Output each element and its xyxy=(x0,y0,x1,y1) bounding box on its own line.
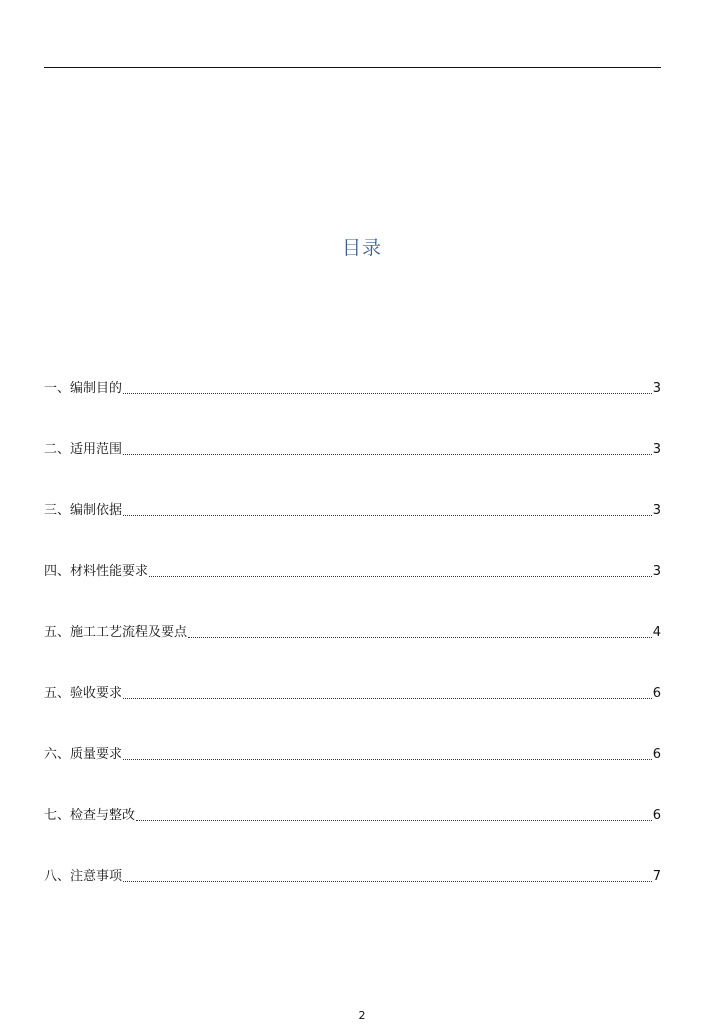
toc-entry-label: 五、验收要求 xyxy=(44,686,123,701)
dot-leader xyxy=(123,454,652,455)
toc-entry-inspection[interactable] xyxy=(44,764,661,825)
toc-entry-page: 3 xyxy=(652,381,661,396)
toc-entry-label: 四、材料性能要求 xyxy=(44,564,149,579)
dot-leader xyxy=(123,515,652,516)
toc-entry-label: 八、注意事项 xyxy=(44,869,123,884)
toc-entry-page: 7 xyxy=(652,869,661,884)
dot-leader xyxy=(123,759,652,760)
dot-leader xyxy=(188,637,652,638)
toc-entry-precautions[interactable] xyxy=(44,825,661,886)
toc-entry-acceptance[interactable] xyxy=(44,642,661,703)
dot-leader xyxy=(123,881,652,882)
toc-title: 目录 xyxy=(341,237,382,259)
dot-leader xyxy=(123,393,652,394)
toc-entry-process-flow[interactable] xyxy=(44,581,661,642)
toc-entry-basis[interactable] xyxy=(44,459,661,520)
toc-entry-quality[interactable] xyxy=(44,703,661,764)
toc-entry-page: 6 xyxy=(652,747,661,762)
dot-leader xyxy=(149,576,652,577)
toc-entry-label: 五、施工工艺流程及要点 xyxy=(44,625,188,640)
toc-entry-label: 二、适用范围 xyxy=(44,442,123,457)
header-rule xyxy=(44,67,661,68)
dot-leader xyxy=(123,698,652,699)
toc-entry-page: 3 xyxy=(652,442,661,457)
toc-entry-label: 一、编制目的 xyxy=(44,381,123,396)
toc-entry-purpose[interactable] xyxy=(44,380,661,398)
toc-entry-page: 3 xyxy=(652,564,661,579)
page-number: 2 xyxy=(358,1009,366,1022)
toc-entry-page: 6 xyxy=(652,808,661,823)
toc-entry-material-requirements[interactable] xyxy=(44,520,661,581)
toc-entry-page: 3 xyxy=(652,503,661,518)
toc-entry-page: 4 xyxy=(652,625,661,640)
toc-list xyxy=(44,380,661,886)
dot-leader xyxy=(136,820,652,821)
toc-entry-label: 七、检查与整改 xyxy=(44,808,136,823)
toc-entry-label: 六、质量要求 xyxy=(44,747,123,762)
toc-entry-page: 6 xyxy=(652,686,661,701)
toc-entry-label: 三、编制依据 xyxy=(44,503,123,518)
toc-entry-scope[interactable] xyxy=(44,398,661,459)
